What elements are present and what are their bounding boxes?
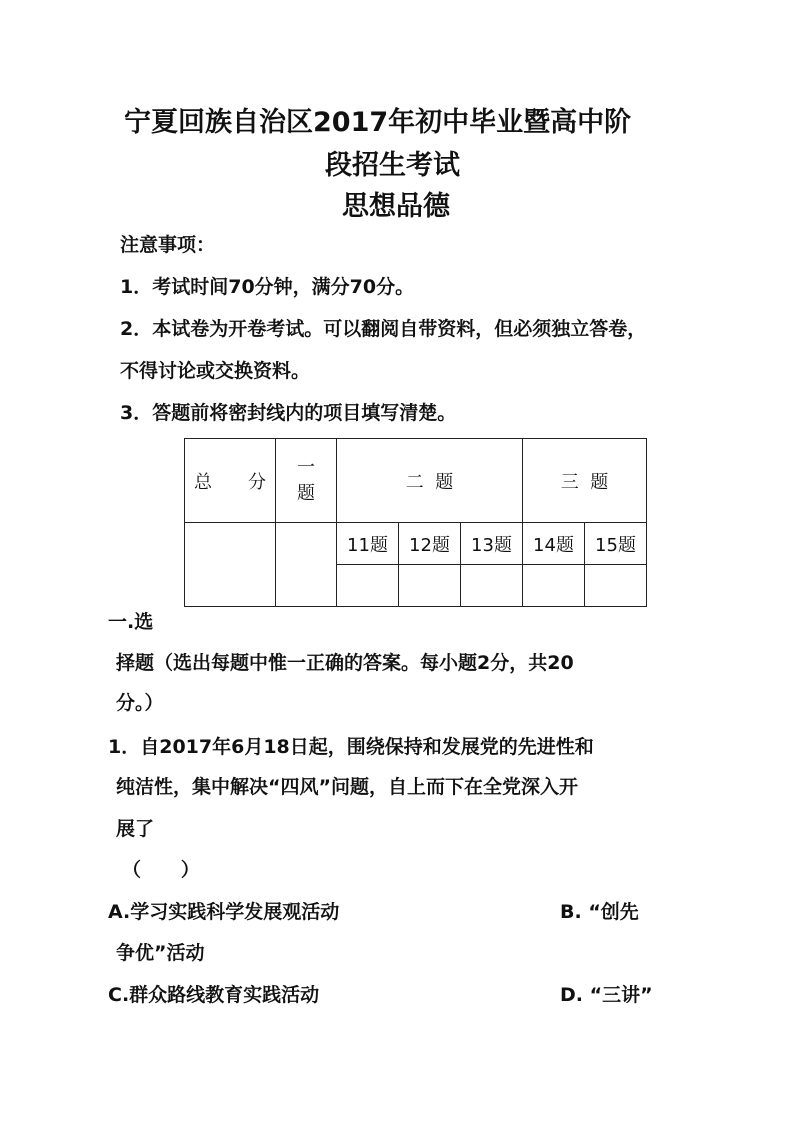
section-1-instructions-line2: 分。） — [116, 692, 164, 714]
subquestion-13-header: 13题 — [461, 523, 523, 565]
exam-title-line2: 段招生考试 — [325, 150, 460, 181]
subquestion-12-header: 12题 — [399, 523, 461, 565]
question-2-header: 二 题 — [337, 439, 523, 523]
question-1-label-a: 一 — [297, 456, 315, 478]
question-3-header: 三 题 — [523, 439, 647, 523]
notice-heading: 注意事项： — [120, 234, 216, 256]
question-1-stem-line2: 纯洁性，集中解决“四风”问题，自上而下在全党深入开 — [116, 776, 578, 798]
option-b-line2: 争优”活动 — [116, 942, 205, 964]
exam-title-line1: 宁夏回族自治区2017年初中毕业暨高中阶 — [124, 107, 632, 138]
option-a: A.学习实践科学发展观活动 — [108, 901, 340, 923]
subquestion-11-header: 11题 — [337, 523, 399, 565]
notice-item-3: 3．答题前将密封线内的项目填写清楚。 — [120, 402, 457, 424]
question-1-stem-line1: 1．自2017年6月18日起，围绕保持和发展党的先进性和 — [108, 736, 594, 758]
option-c: C.群众路线教育实践活动 — [108, 984, 320, 1006]
subquestion-14-score-cell[interactable] — [523, 565, 585, 607]
subject-title: 思想品德 — [342, 191, 450, 222]
total-score-label-b: 分 — [248, 471, 266, 493]
question-1-stem-line3: 展了 — [116, 818, 155, 840]
score-table — [184, 438, 647, 607]
option-d: D. “三讲” — [560, 984, 653, 1006]
section-1-heading: 一.选 — [108, 611, 154, 633]
section-1-instructions-line1: 择题（选出每题中惟一正确的答案。每小题2分，共20 — [116, 652, 574, 674]
subquestion-11-score-cell[interactable] — [337, 565, 399, 607]
total-score-header — [185, 439, 276, 523]
subquestion-15-header: 15题 — [585, 523, 647, 565]
question-1-header — [276, 439, 337, 523]
notice-item-2-line2: 不得讨论或交换资料。 — [120, 360, 311, 382]
question-1-score-cell[interactable] — [276, 523, 337, 607]
notice-item-1: 1．考试时间70分钟，满分70分。 — [120, 276, 415, 298]
option-b-line1: B. “创先 — [560, 901, 639, 923]
question-1-label-b: 题 — [297, 482, 315, 504]
subquestion-14-header: 14题 — [523, 523, 585, 565]
notice-item-2-line1: 2．本试卷为开卷考试。可以翻阅自带资料，但必须独立答卷， — [120, 318, 647, 340]
answer-blank: （ ） — [122, 859, 200, 881]
subquestion-13-score-cell[interactable] — [461, 565, 523, 607]
total-score-label-a: 总 — [194, 471, 212, 493]
subquestion-15-score-cell[interactable] — [585, 565, 647, 607]
subquestion-12-score-cell[interactable] — [399, 565, 461, 607]
total-score-cell[interactable] — [185, 523, 276, 607]
